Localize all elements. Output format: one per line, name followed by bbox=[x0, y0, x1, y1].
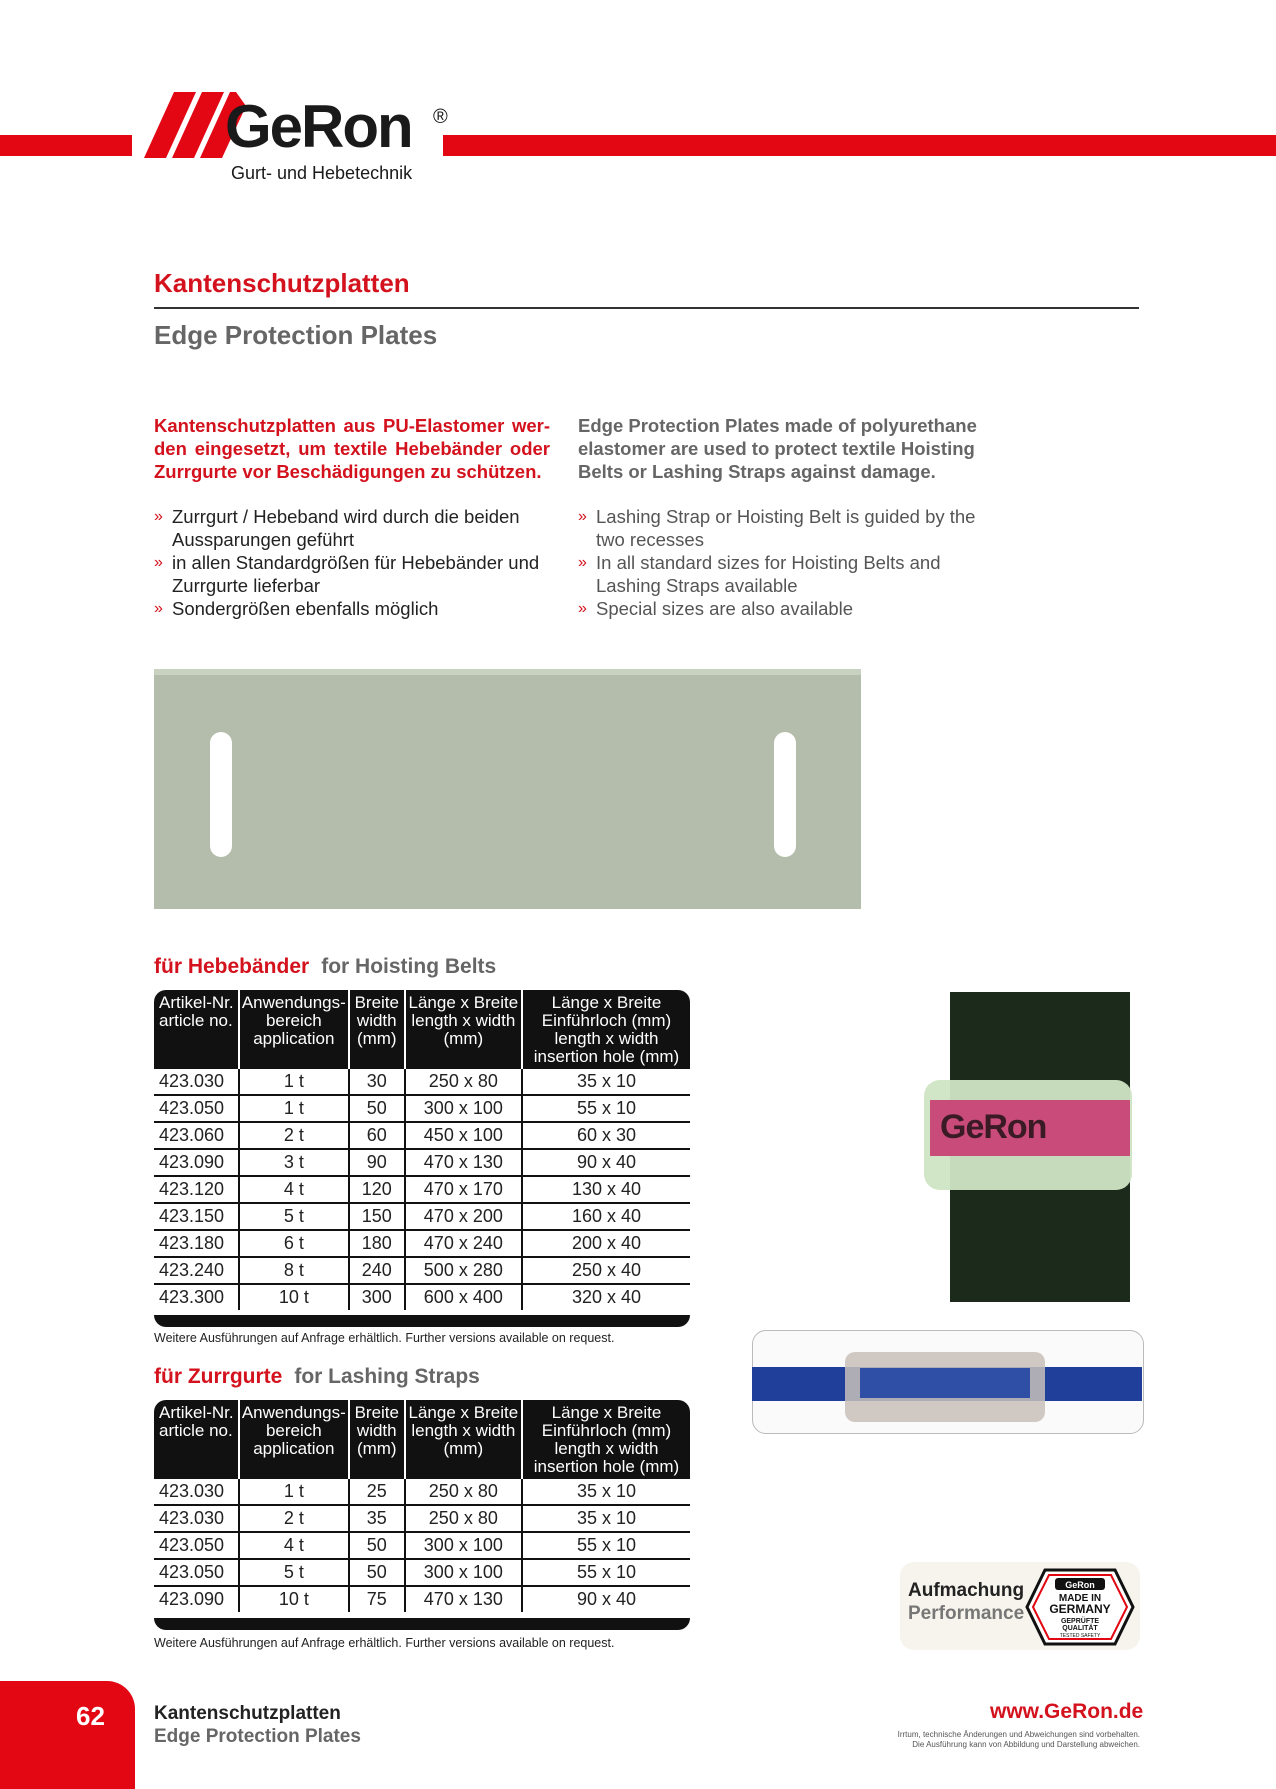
availability-note: Weitere Ausführungen auf Anfrage erhältlich. Further versions available on request. bbox=[154, 1636, 615, 1650]
table-cell: 35 bbox=[350, 1506, 406, 1533]
table-cell: 4 t bbox=[240, 1533, 350, 1560]
table-cell: 150 bbox=[350, 1204, 406, 1231]
list-item: » Sondergrößen ebenfalls möglich bbox=[154, 598, 439, 619]
intro-text-de: Kantenschutzplatten aus PU-Elastomer wer-den eingesetzt, um textile Hebebänder oder Zurrgurte vor Beschädigungen zu schützen. bbox=[154, 415, 550, 482]
table-row bbox=[154, 1533, 690, 1560]
table-cell: 423.120 bbox=[154, 1177, 240, 1204]
table-cell: 50 bbox=[350, 1560, 406, 1587]
table-cell: 35 x 10 bbox=[523, 1506, 690, 1533]
col-size: Länge x Breite length x width (mm) bbox=[406, 1400, 523, 1479]
table-cell: 423.050 bbox=[154, 1560, 240, 1587]
title-divider bbox=[154, 307, 1139, 309]
table-cell: 500 x 280 bbox=[406, 1258, 523, 1285]
intro-text-en: Edge Protection Plates made of polyurethane elastomer are used to protect textile Hoisting Belts or Lashing Straps against damage. bbox=[578, 415, 977, 482]
table-cell: 1 t bbox=[240, 1096, 350, 1123]
table-cell: 250 x 40 bbox=[523, 1258, 690, 1285]
table-cell: 450 x 100 bbox=[406, 1123, 523, 1150]
table-footer-bar bbox=[154, 1618, 690, 1630]
table-row bbox=[154, 1096, 690, 1123]
footer-title-en: Edge Protection Plates bbox=[154, 1726, 361, 1747]
table-cell: 35 x 10 bbox=[523, 1479, 690, 1506]
double-chevron-icon: » bbox=[154, 554, 163, 571]
table-cell: 5 t bbox=[240, 1560, 350, 1587]
col-width: Breite width (mm) bbox=[350, 1400, 406, 1479]
blue-strap-inner bbox=[860, 1368, 1030, 1398]
table-cell: 423.090 bbox=[154, 1150, 240, 1177]
page-title-de: Kantenschutzplatten bbox=[154, 268, 410, 298]
table-cell: 50 bbox=[350, 1096, 406, 1123]
table-cell: 160 x 40 bbox=[523, 1204, 690, 1231]
table-cell: 130 x 40 bbox=[523, 1177, 690, 1204]
feature-list-en bbox=[578, 505, 998, 620]
made-in-germany-seal-icon bbox=[1025, 1568, 1135, 1646]
table-cell: 423.050 bbox=[154, 1533, 240, 1560]
table-cell: 423.030 bbox=[154, 1069, 240, 1096]
table-cell: 30 bbox=[350, 1069, 406, 1096]
table-cell: 470 x 240 bbox=[406, 1231, 523, 1258]
table-row bbox=[154, 1587, 690, 1612]
table-row bbox=[154, 1069, 690, 1096]
table-header-row bbox=[154, 990, 690, 1069]
table-cell: 90 x 40 bbox=[576, 1589, 636, 1609]
table-cell: 50 bbox=[350, 1533, 406, 1560]
hoisting-belt-table bbox=[154, 990, 690, 1310]
table-cell: 470 x 130 bbox=[406, 1587, 523, 1612]
header-red-bar-left bbox=[0, 135, 132, 156]
col-width: Breite width (mm) bbox=[350, 990, 406, 1069]
plate-slot-right bbox=[774, 732, 796, 857]
registered-mark: ® bbox=[433, 106, 448, 128]
page-title-en: Edge Protection Plates bbox=[154, 320, 438, 350]
table-row bbox=[154, 1123, 690, 1150]
table-row bbox=[154, 1150, 690, 1177]
table-cell: 423.030 bbox=[154, 1479, 240, 1506]
table-cell: 180 bbox=[350, 1231, 406, 1258]
availability-note: Weitere Ausführungen auf Anfrage erhältlich. Further versions available on request. bbox=[154, 1331, 615, 1345]
table-cell: 423.300 bbox=[154, 1285, 240, 1310]
lashing-strap-table bbox=[154, 1400, 690, 1612]
table-cell: 2 t bbox=[240, 1506, 350, 1533]
table-cell: 423.090 bbox=[154, 1587, 240, 1612]
table-row bbox=[154, 1177, 690, 1204]
footer-disclaimer: Irrtum, technische Änderungen und Abweichungen sind vorbehalten. Die Ausführung kann von Abbildung und Darstellung abweichen. bbox=[897, 1730, 1140, 1749]
table-cell: 200 x 40 bbox=[523, 1231, 690, 1258]
table-cell: 90 bbox=[350, 1150, 406, 1177]
col-hole: Länge x Breite Einführloch (mm) length x width insertion hole (mm) bbox=[523, 990, 690, 1069]
table-cell: 300 x 100 bbox=[406, 1533, 523, 1560]
svg-text:GERMANY: GERMANY bbox=[1049, 1602, 1111, 1616]
table-footer-bar bbox=[154, 1315, 690, 1327]
table-cell: 25 bbox=[350, 1479, 406, 1506]
table-cell: 4 t bbox=[240, 1177, 350, 1204]
strap-brand-text: GeRon bbox=[940, 1108, 1047, 1146]
brand-tagline: Gurt- und Hebetechnik bbox=[231, 163, 413, 183]
double-chevron-icon: » bbox=[578, 600, 587, 617]
table-row bbox=[154, 1231, 690, 1258]
table-row bbox=[154, 1506, 690, 1533]
col-application: Anwendungs- bereich application bbox=[240, 990, 350, 1069]
website-link[interactable]: www.GeRon.de bbox=[990, 1700, 1144, 1723]
list-item: » Lashing Strap or Hoisting Belt is guided by the two recesses bbox=[578, 506, 976, 550]
table-cell: 60 x 30 bbox=[523, 1123, 690, 1150]
table-cell: 120 bbox=[350, 1177, 406, 1204]
footer-title-de: Kantenschutzplatten bbox=[154, 1703, 341, 1724]
col-hole: Länge x Breite Einführloch (mm) length x width insertion hole (mm) bbox=[523, 1400, 690, 1479]
table-cell: 423.240 bbox=[154, 1258, 240, 1285]
svg-text:GeRon: GeRon bbox=[1065, 1580, 1095, 1590]
col-article: Artikel-Nr. article no. bbox=[154, 1400, 240, 1479]
table-cell: 300 x 100 bbox=[406, 1096, 523, 1123]
list-item: » in allen Standardgrößen für Hebebänder und Zurrgurte lieferbar bbox=[154, 552, 540, 596]
svg-text:QUALITÄT: QUALITÄT bbox=[1062, 1625, 1098, 1632]
plate-edge bbox=[154, 669, 861, 675]
table-row bbox=[154, 1204, 690, 1231]
table-cell: 250 x 80 bbox=[406, 1506, 523, 1533]
table-cell: 35 x 10 bbox=[523, 1069, 690, 1096]
table-cell: 423.030 bbox=[154, 1506, 240, 1533]
table-cell: 423.150 bbox=[154, 1204, 240, 1231]
double-chevron-icon: » bbox=[154, 600, 163, 617]
page-number: 62 bbox=[76, 1701, 105, 1731]
col-application: Anwendungs- bereich application bbox=[240, 1400, 350, 1479]
table-cell: 423.050 bbox=[154, 1096, 240, 1123]
table-cell: 55 x 10 bbox=[523, 1533, 690, 1560]
table-cell: 300 x 100 bbox=[406, 1560, 523, 1587]
table-cell: 320 x 40 bbox=[571, 1287, 641, 1307]
table-cell: 470 x 170 bbox=[406, 1177, 523, 1204]
product-plate-image bbox=[154, 669, 861, 909]
table-header-row bbox=[154, 1400, 690, 1479]
table-cell: 423.060 bbox=[154, 1123, 240, 1150]
table-cell: 55 x 10 bbox=[523, 1096, 690, 1123]
list-item: » Special sizes are also available bbox=[578, 598, 854, 619]
double-chevron-icon: » bbox=[578, 508, 587, 525]
section-title-lashing: für Zurrgurte for Lashing Straps bbox=[154, 1365, 480, 1388]
table-cell: 75 bbox=[350, 1587, 406, 1612]
table-cell: 90 x 40 bbox=[523, 1150, 690, 1177]
table-cell: 10 t bbox=[240, 1587, 350, 1612]
table-cell: 423.180 bbox=[154, 1231, 240, 1258]
section-title-hoisting: für Hebebänder for Hoisting Belts bbox=[154, 955, 497, 978]
col-article: Artikel-Nr. article no. bbox=[154, 990, 240, 1069]
double-chevron-icon: » bbox=[578, 554, 587, 571]
table-row bbox=[154, 1560, 690, 1587]
svg-text:MADE IN: MADE IN bbox=[1058, 1593, 1102, 1604]
table-cell: 250 x 80 bbox=[406, 1479, 523, 1506]
table-cell: 60 bbox=[350, 1123, 406, 1150]
feature-list-de bbox=[154, 505, 554, 620]
brand-logo[interactable]: GeRon bbox=[225, 93, 412, 160]
table-cell: 2 t bbox=[240, 1123, 350, 1150]
table-cell: 1 t bbox=[240, 1069, 350, 1096]
table-cell: 10 t bbox=[240, 1285, 350, 1310]
list-item: » Zurrgurt / Hebeband wird durch die beiden Aussparungen geführt bbox=[154, 506, 520, 550]
table-cell: 250 x 80 bbox=[406, 1069, 523, 1096]
table-cell: 240 bbox=[350, 1258, 406, 1285]
table-cell: 8 t bbox=[240, 1258, 350, 1285]
table-row bbox=[154, 1285, 690, 1310]
table-cell: 470 x 130 bbox=[406, 1150, 523, 1177]
double-chevron-icon: » bbox=[154, 508, 163, 525]
page-number-tab bbox=[0, 1681, 135, 1789]
table-row bbox=[154, 1258, 690, 1285]
table-cell: 600 x 400 bbox=[406, 1285, 523, 1310]
table-cell: 470 x 200 bbox=[406, 1204, 523, 1231]
svg-text:GEPRÜFTE: GEPRÜFTE bbox=[1060, 1618, 1100, 1625]
table-cell: 55 x 10 bbox=[523, 1560, 690, 1587]
table-cell: 1 t bbox=[240, 1479, 350, 1506]
table-row bbox=[154, 1479, 690, 1506]
svg-text:TESTED SAFETY: TESTED SAFETY bbox=[1059, 1633, 1101, 1639]
list-item: » In all standard sizes for Hoisting Belts and Lashing Straps available bbox=[578, 552, 941, 596]
table-cell: 5 t bbox=[240, 1204, 350, 1231]
table-cell: 6 t bbox=[240, 1231, 350, 1258]
plate-slot-left bbox=[210, 732, 232, 857]
col-size: Länge x Breite length x width (mm) bbox=[406, 990, 523, 1069]
badge-label-de: Aufmachung bbox=[908, 1580, 1025, 1601]
header-red-bar-right bbox=[443, 135, 1276, 156]
table-cell: 300 bbox=[350, 1285, 406, 1310]
badge-label-en: Performance bbox=[908, 1603, 1025, 1624]
table-cell: 3 t bbox=[240, 1150, 350, 1177]
